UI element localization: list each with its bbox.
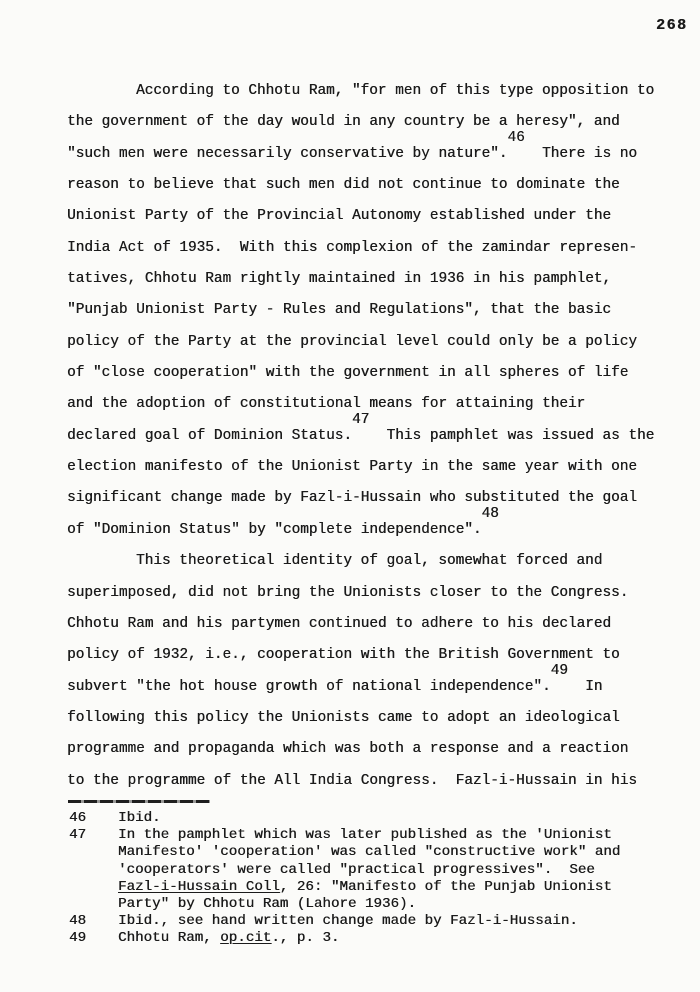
footnote-number: 48 bbox=[69, 913, 87, 930]
body-line bbox=[67, 295, 667, 326]
body-line bbox=[67, 703, 667, 734]
footnote-section bbox=[69, 810, 679, 948]
text-segment: Ibid. bbox=[118, 810, 161, 826]
text-segment: ., p. 3. bbox=[271, 930, 340, 947]
body-line bbox=[67, 734, 667, 765]
footnote-ref-superscript: 46 bbox=[507, 130, 525, 147]
text-segment: India Act of 1935. With this complexion of the zamindar represen- bbox=[67, 239, 637, 256]
body-line bbox=[67, 640, 667, 671]
text-segment: There is no bbox=[524, 145, 637, 162]
body-line bbox=[67, 609, 667, 640]
footnote-ref-superscript: 47 bbox=[351, 412, 370, 429]
text-segment: the government of the day would in any country be a heresy", and bbox=[67, 114, 620, 131]
text-segment: following this policy the Unionists came to adopt an ideological bbox=[67, 709, 620, 726]
footnote-line bbox=[118, 844, 620, 861]
footnote-item bbox=[69, 810, 679, 827]
text-segment: Party" by Chhotu Ram (Lahore 1936). bbox=[118, 896, 416, 913]
body-line bbox=[67, 546, 667, 577]
footnote-line bbox=[118, 827, 620, 844]
footnote-line bbox=[118, 879, 620, 896]
footnote-ref-superscript: 49 bbox=[550, 663, 568, 680]
text-segment: tatives, Chhotu Ram rightly maintained in 1936 in his pamphlet, bbox=[67, 271, 612, 288]
text-segment: , 26: "Manifesto of the Punjab Unionist bbox=[279, 878, 612, 895]
text-segment: Manifesto' 'cooperation' was called "constructive work" and bbox=[118, 844, 621, 861]
body-line bbox=[67, 506, 667, 546]
text-segment: This pamphlet was issued as the bbox=[369, 427, 655, 444]
body-line bbox=[67, 412, 667, 452]
body-line bbox=[67, 327, 667, 358]
footnote-number: 47 bbox=[69, 827, 87, 844]
text-segment: of "Dominion Status" by "complete independence". bbox=[67, 521, 482, 538]
footnote-item bbox=[69, 913, 679, 930]
text-segment: programme and propaganda which was both a response and a reaction bbox=[67, 741, 629, 758]
body-line bbox=[67, 578, 667, 609]
footnote-separator bbox=[68, 800, 210, 803]
body-line bbox=[67, 107, 667, 138]
text-segment: 'cooperators' were called "practical progressives". See bbox=[118, 861, 595, 878]
text-segment: Ibid., see hand written change made by Fazl-i-Hussain. bbox=[118, 913, 578, 930]
footnote-text bbox=[118, 810, 161, 827]
body-line bbox=[67, 130, 667, 170]
footnote-line bbox=[118, 862, 620, 879]
body-line bbox=[67, 483, 667, 514]
text-segment: policy of the Party at the provincial level could only be a policy bbox=[67, 333, 637, 350]
text-segment: Chhotu Ram and his partymen continued to adhere to his declared bbox=[67, 615, 612, 632]
footnote-text bbox=[118, 913, 578, 930]
text-segment: significant change made by Fazl-i-Hussain who substituted the goal bbox=[67, 490, 637, 507]
text-segment: subvert "the hot house growth of national independence". bbox=[67, 678, 551, 695]
text-segment: This theoretical identity of goal, somewhat forced and bbox=[136, 553, 603, 570]
text-segment: In bbox=[567, 678, 603, 695]
body-line bbox=[67, 76, 667, 107]
footnote-text bbox=[118, 827, 620, 913]
footnote-line bbox=[118, 810, 161, 827]
footnote-number: 46 bbox=[69, 810, 87, 826]
body-line bbox=[67, 766, 667, 797]
body-line bbox=[67, 170, 667, 201]
footnote-ref-superscript: 48 bbox=[481, 506, 499, 523]
footnote-number: 49 bbox=[69, 930, 87, 947]
text-segment: and the adoption of constitutional means for attaining their bbox=[67, 396, 586, 413]
footnote-line bbox=[118, 913, 578, 930]
text-segment: "such men were necessarily conservative by nature". bbox=[67, 145, 508, 162]
text-segment: According to Chhotu Ram, "for men of this type opposition to bbox=[136, 83, 655, 99]
body-line bbox=[67, 663, 667, 703]
text-segment: Unionist Party of the Provincial Autonomy established under the bbox=[67, 208, 612, 225]
footnote-item bbox=[69, 827, 679, 913]
page-number: 268 bbox=[656, 17, 688, 34]
body-line bbox=[67, 452, 667, 483]
text-segment: Chhotu Ram, bbox=[118, 930, 221, 947]
body-line bbox=[67, 358, 667, 389]
text-segment: policy of 1932, i.e., cooperation with the British Government to bbox=[67, 647, 620, 664]
text-segment: In the pamphlet which was later published as the 'Unionist bbox=[118, 827, 612, 844]
text-segment: op.cit bbox=[220, 930, 272, 947]
footnote-line bbox=[118, 930, 339, 947]
body-line bbox=[67, 201, 667, 232]
body-line bbox=[67, 233, 667, 264]
text-segment: Fazl-i-Hussain Coll bbox=[118, 878, 280, 895]
footnote-item bbox=[69, 930, 679, 947]
body-line bbox=[67, 264, 667, 295]
footnote-line bbox=[118, 896, 620, 913]
text-segment: superimposed, did not bring the Unionists closer to the Congress. bbox=[67, 584, 629, 601]
text-segment: "Punjab Unionist Party - Rules and Regulations", that the basic bbox=[67, 302, 612, 319]
text-segment: election manifesto of the Unionist Party in the same year with one bbox=[67, 459, 637, 476]
text-segment: of "close cooperation" with the government in all spheres of life bbox=[67, 365, 629, 382]
footnote-text bbox=[118, 930, 339, 947]
body-text bbox=[67, 76, 667, 797]
text-segment: declared goal of Dominion Status. bbox=[67, 427, 352, 444]
text-segment: reason to believe that such men did not continue to dominate the bbox=[67, 177, 620, 194]
text-segment: to the programme of the All India Congress. Fazl-i-Hussain in his bbox=[67, 772, 637, 789]
